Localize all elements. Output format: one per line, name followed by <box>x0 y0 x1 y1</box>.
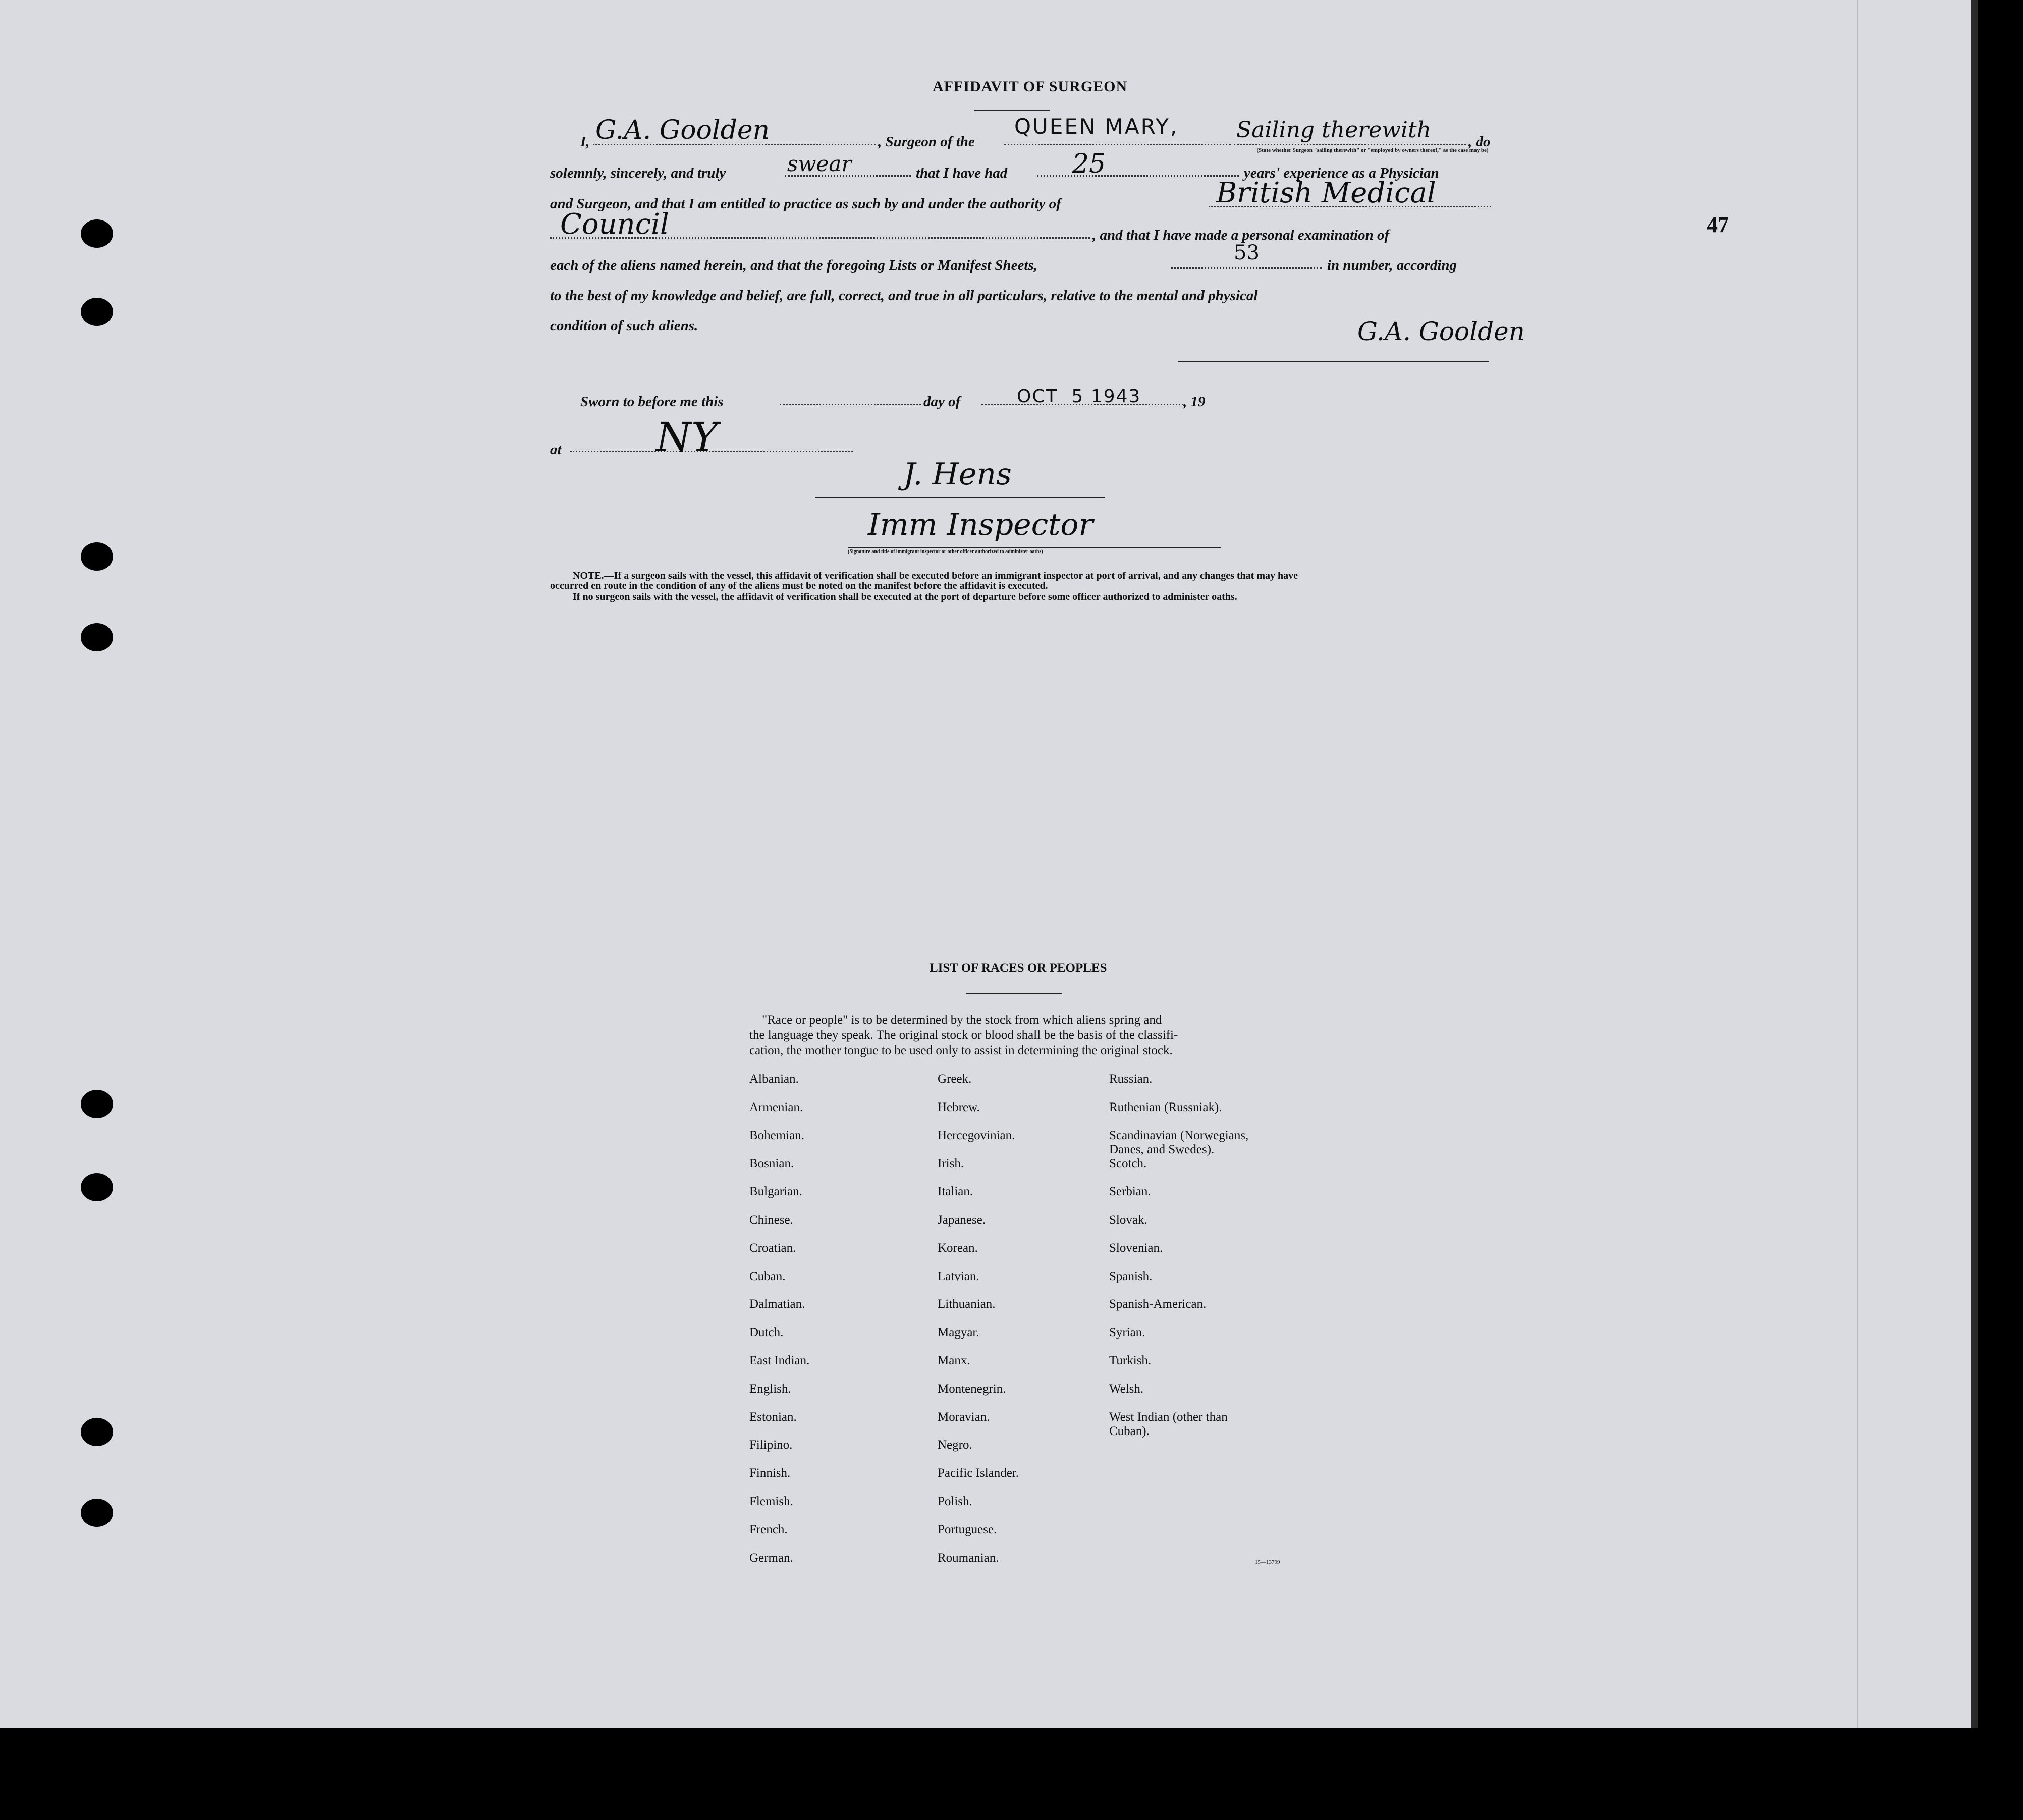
race-item: Slovak. <box>1109 1213 1147 1227</box>
punch-hole <box>81 542 113 571</box>
page-number: 47 <box>1707 212 1729 237</box>
race-item: Manx. <box>938 1354 970 1367</box>
race-item: Moravian. <box>938 1410 990 1424</box>
race-item: English. <box>749 1382 791 1396</box>
race-item: Hercegovinian. <box>938 1128 1015 1142</box>
race-item: Bohemian. <box>749 1128 805 1142</box>
form-number: 15—13799 <box>1255 1559 1280 1565</box>
race-item: Finnish. <box>749 1466 791 1480</box>
officer-signature: J. Hens <box>903 457 1012 492</box>
race-item: German. <box>749 1551 793 1565</box>
officer-title-rule <box>848 547 1221 548</box>
affidavit-title: AFFIDAVIT OF SURGEON <box>933 78 1128 95</box>
race-item: Spanish-American. <box>1109 1297 1207 1311</box>
race-item: Magyar. <box>938 1326 979 1340</box>
officer-title: Imm Inspector <box>868 507 1093 542</box>
punch-hole <box>81 219 113 248</box>
race-item: Polish. <box>938 1495 972 1508</box>
right-edge-shadow <box>1971 0 1978 1728</box>
ship-name-stamp: QUEEN MARY, <box>1014 114 1179 139</box>
race-item: Slovenian. <box>1109 1241 1163 1255</box>
race-item: Ruthenian (Russniak). <box>1109 1100 1222 1114</box>
line6-knowledge: to the best of my knowledge and belief, are full, correct, and true in all particulars, relative to the mental and physical <box>550 288 1258 304</box>
race-item: Italian. <box>938 1185 973 1199</box>
authority-handwritten-2: Council <box>560 208 669 241</box>
race-item: Lithuanian. <box>938 1297 996 1311</box>
race-item: Hebrew. <box>938 1100 980 1114</box>
punch-hole <box>81 1090 113 1118</box>
race-item: Cuban). <box>1109 1424 1150 1438</box>
race-item: Latvian. <box>938 1269 979 1283</box>
race-item: Negro. <box>938 1438 972 1452</box>
race-item: Russian. <box>1109 1072 1153 1086</box>
race-item: Montenegrin. <box>938 1382 1006 1396</box>
race-item: Japanese. <box>938 1213 986 1227</box>
line1-do: , do <box>1468 134 1491 150</box>
capacity-handwritten: Sailing therewith <box>1236 117 1431 143</box>
race-item: Armenian. <box>749 1100 803 1114</box>
race-item: Albanian. <box>749 1072 799 1086</box>
race-item: Bulgarian. <box>749 1185 802 1199</box>
note-line-2: occurred en route in the condition of any of the aliens must be noted on the manifest before the affidavit is executed. <box>550 580 1048 591</box>
authority-handwritten-1: British Medical <box>1216 177 1436 209</box>
race-item: Danes, and Swedes). <box>1109 1142 1215 1156</box>
surgeon-signature: G.A. Goolden <box>1357 317 1525 346</box>
race-item: Estonian. <box>749 1410 797 1424</box>
line2-that-i-have-had: that I have had <box>916 165 1008 181</box>
at-label: at <box>550 442 562 458</box>
capacity-blank <box>1234 144 1466 145</box>
race-item: Cuban. <box>749 1269 786 1283</box>
sworn-day-blank <box>780 404 921 405</box>
punch-hole <box>81 1499 113 1527</box>
signature-rule <box>1178 361 1489 362</box>
race-item: Serbian. <box>1109 1185 1151 1199</box>
note-line-3: If no surgeon sails with the vessel, the affidavit of verification shall be executed at the port of departure before some officer authorized to administer oaths. <box>573 591 1237 602</box>
at-place-handwritten: NY <box>656 414 718 461</box>
years-handwritten: 25 <box>1072 149 1106 179</box>
race-item: Turkish. <box>1109 1354 1152 1367</box>
race-item: Portuguese. <box>938 1522 997 1536</box>
date-stamp: OCT 5 1943 <box>1017 386 1141 407</box>
note-line-1: NOTE.—If a surgeon sails with the vessel, this affidavit of verification shall be executed before an immigrant inspector at port of arrival, and any changes that may have <box>573 570 1298 581</box>
years-blank <box>1037 175 1239 177</box>
race-item: Scandinavian (Norwegians, <box>1109 1128 1249 1142</box>
ship-blank <box>1004 144 1231 145</box>
title-rule <box>974 110 1050 111</box>
race-item: Scotch. <box>1109 1156 1147 1171</box>
line5-foregoing-lists: each of the aliens named herein, and that the foregoing Lists or Manifest Sheets, <box>550 257 1037 273</box>
race-item: Greek. <box>938 1072 972 1086</box>
line7-condition: condition of such aliens. <box>550 318 698 334</box>
sheets-blank <box>1171 267 1322 269</box>
race-item: Irish. <box>938 1156 964 1171</box>
line3-authority: and Surgeon, and that I am entitled to practice as such by and under the authority of <box>550 196 1061 212</box>
officer-signature-rule <box>815 497 1105 498</box>
race-item: Pacific Islander. <box>938 1466 1019 1480</box>
races-intro-3: cation, the mother tongue to be used only to assist in determining the original stock. <box>749 1043 1173 1057</box>
line5-in-number: in number, according <box>1327 257 1457 273</box>
sworn-label: Sworn to before me this <box>580 394 724 410</box>
surgeon-name-handwritten: G.A. Goolden <box>595 115 770 145</box>
race-item: West Indian (other than <box>1109 1410 1228 1424</box>
fold-line <box>1857 0 1858 1728</box>
race-item: Dutch. <box>749 1326 784 1340</box>
line1-i: I, <box>580 134 590 150</box>
sheets-handwritten: 53 <box>1234 241 1260 264</box>
race-item: Chinese. <box>749 1213 793 1227</box>
races-intro-1: "Race or people" is to be determined by the stock from which aliens spring and <box>762 1013 1162 1027</box>
race-item: French. <box>749 1522 788 1536</box>
line2-solemnly: solemnly, sincerely, and truly <box>550 165 726 181</box>
line4-personal-examination: , and that I have made a personal examination of <box>1092 227 1390 243</box>
officer-caption: (Signature and title of immigrant inspector or other officer authorized to administer oaths) <box>848 549 1043 555</box>
races-title: LIST OF RACES OR PEOPLES <box>930 961 1107 975</box>
punch-hole <box>81 1173 113 1201</box>
day-of-label: day of <box>923 394 961 410</box>
race-item: Bosnian. <box>749 1156 794 1171</box>
race-item: Croatian. <box>749 1241 796 1255</box>
oath-handwritten: swear <box>787 151 852 176</box>
race-item: Korean. <box>938 1241 978 1255</box>
line1-surgeon-of: , Surgeon of the <box>878 134 975 150</box>
race-item: Dalmatian. <box>749 1297 805 1311</box>
race-item: Syrian. <box>1109 1326 1145 1340</box>
race-item: Flemish. <box>749 1495 793 1508</box>
punch-hole <box>81 1418 113 1446</box>
punch-hole <box>81 298 113 326</box>
line2-years-experience: years' experience as a Physician <box>1244 165 1439 181</box>
race-item: Welsh. <box>1109 1382 1144 1396</box>
race-item: East Indian. <box>749 1354 810 1367</box>
year-19-label: , 19 <box>1183 394 1206 410</box>
punch-hole <box>81 623 113 651</box>
races-title-rule <box>966 993 1062 994</box>
race-item: Roumanian. <box>938 1551 999 1565</box>
vessel-note: (State whether Surgeon "sailing therewith" or "employed by owners thereof," as the case may be) <box>1256 147 1489 153</box>
race-item: Spanish. <box>1109 1269 1153 1283</box>
race-item: Filipino. <box>749 1438 793 1452</box>
races-intro-2: the language they speak. The original stock or blood shall be the basis of the classifi- <box>749 1028 1178 1042</box>
